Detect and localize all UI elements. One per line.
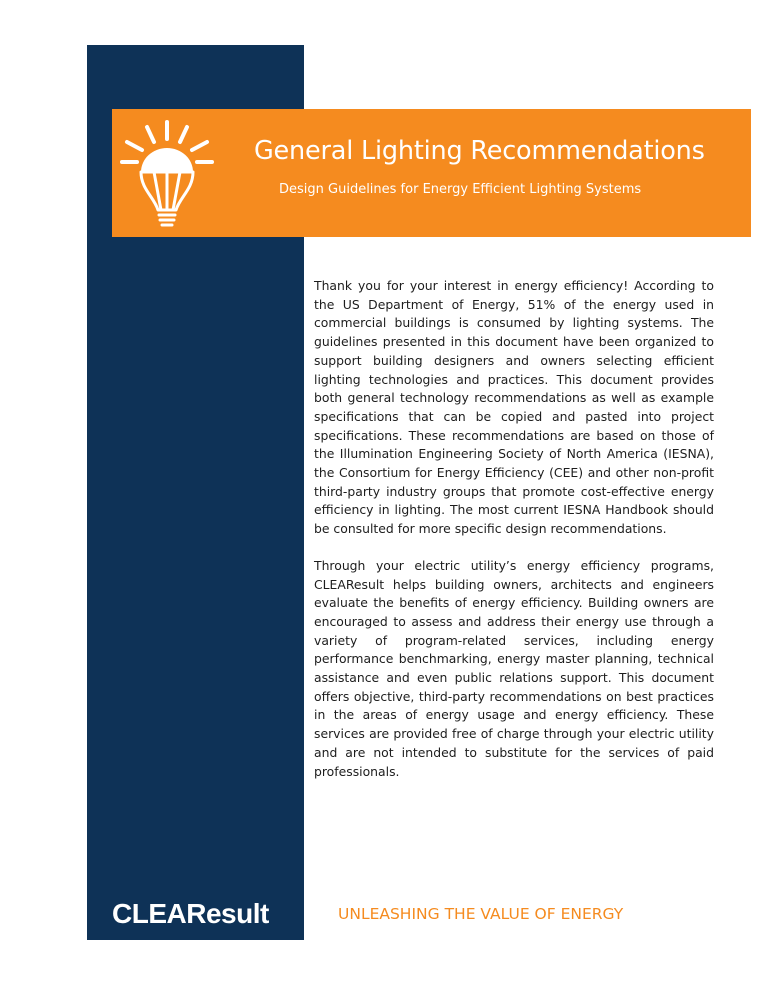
company-logo: CLEAResult bbox=[112, 898, 269, 929]
tagline: UNLEASHING THE VALUE OF ENERGY bbox=[338, 905, 624, 923]
lightbulb-icon bbox=[112, 109, 236, 237]
page-title: General Lighting Recommendations bbox=[254, 136, 705, 166]
paragraph: Thank you for your interest in energy efficiency! According to the US Department of Energy, 51% of the energy used in commercial buildings is consumed by lighting systems. The guidelines presented in this document have been organized to support building designers and owners selecting efficient lighting technologies and practices. This document provides both general technology recommendations as well as example specifications that can be copied and pasted into project specifications. These recommendations are based on those of the Illumination Engineering Society of North America (IESNA), the Consortium for Energy Efficiency (CEE) and other non-profit third-party industry groups that promote cost-effective energy efficiency in lighting. The most current IESNA Handbook should be consulted for more specific design recommendations. bbox=[314, 278, 714, 537]
page-subtitle: Design Guidelines for Energy Efficient Lighting Systems bbox=[279, 182, 642, 197]
paragraph: Through your electric utility’s energy efficiency programs, CLEAResult helps building owners, architects and engineers evaluate the benefits of energy efficiency. Building owners are encouraged to assess and address their energy use through a variety of program-related services, including energy performance benchmarking, energy master planning, technical assistance and even public relations support. This document offers objective, third-party recommendations on best practices in the areas of energy usage and energy efficiency. These services are provided free of charge through your electric utility and are not intended to substitute for the services of paid professionals. bbox=[314, 557, 714, 779]
intro-text bbox=[314, 277, 714, 781]
